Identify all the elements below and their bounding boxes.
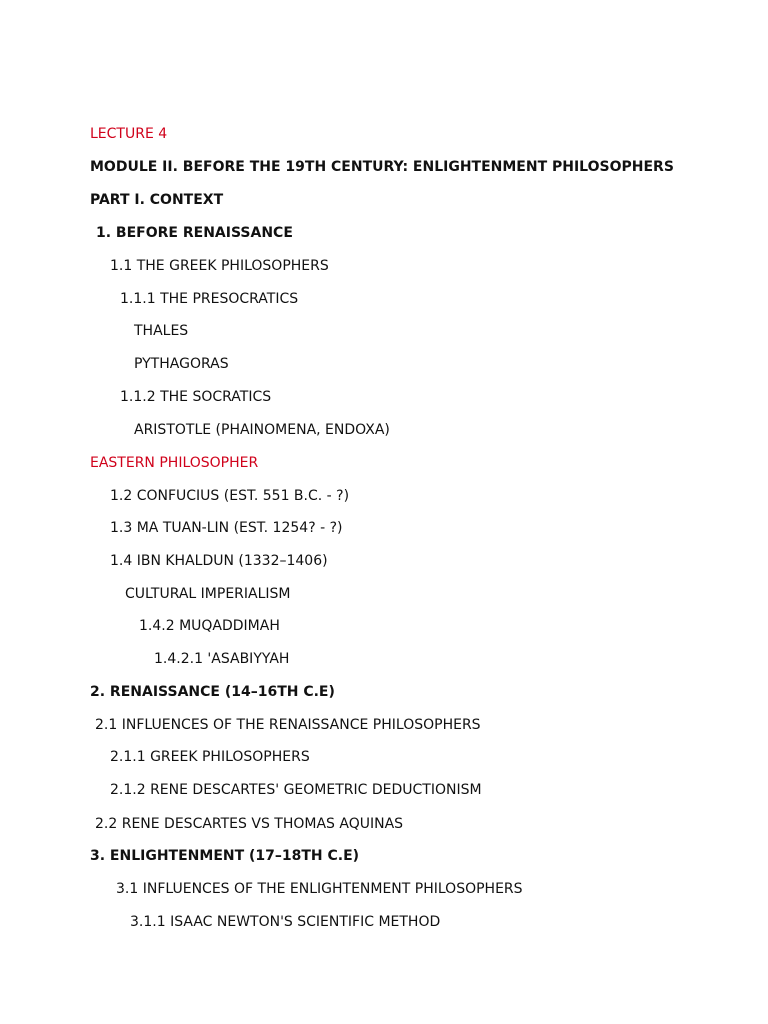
outline-item: 1.4.2.1 'ASABIYYAH bbox=[154, 651, 290, 667]
outline-item: ARISTOTLE (PHAINOMENA, ENDOXA) bbox=[134, 422, 390, 438]
module-heading: MODULE II. BEFORE THE 19TH CENTURY: ENLIGHTENMENT PHILOSOPHERS bbox=[90, 159, 674, 175]
outline-item: 1.3 MA TUAN-LIN (EST. 1254? - ?) bbox=[110, 520, 343, 536]
outline-item: THALES bbox=[134, 323, 189, 339]
lecture-title: LECTURE 4 bbox=[90, 126, 168, 142]
outline-item: 1.1.1 THE PRESOCRATICS bbox=[120, 291, 299, 307]
outline-item: 3.1 INFLUENCES OF THE ENLIGHTENMENT PHILOSOPHERS bbox=[116, 881, 523, 897]
outline-item: 2.2 RENE DESCARTES VS THOMAS AQUINAS bbox=[95, 816, 404, 832]
eastern-philosopher-label: EASTERN PHILOSOPHER bbox=[90, 455, 259, 471]
outline-item: 3.1.1 ISAAC NEWTON'S SCIENTIFIC METHOD bbox=[130, 914, 441, 930]
outline-item: 2.1.2 RENE DESCARTES' GEOMETRIC DEDUCTIONISM bbox=[110, 782, 482, 798]
outline-item: 1.1.2 THE SOCRATICS bbox=[120, 389, 272, 405]
outline-item: 2.1.1 GREEK PHILOSOPHERS bbox=[110, 749, 310, 765]
outline-item: 1.2 CONFUCIUS (EST. 551 B.C. - ?) bbox=[110, 488, 350, 504]
part-heading: PART I. CONTEXT bbox=[90, 192, 224, 208]
outline-item: 1.4.2 MUQADDIMAH bbox=[139, 618, 280, 634]
outline-item: PYTHAGORAS bbox=[134, 356, 229, 372]
section-heading: 2. RENAISSANCE (14–16TH C.E) bbox=[90, 684, 335, 700]
outline-item: 1.4 IBN KHALDUN (1332–1406) bbox=[110, 553, 328, 569]
outline-item: CULTURAL IMPERIALISM bbox=[125, 586, 291, 602]
section-heading: 1. BEFORE RENAISSANCE bbox=[96, 225, 293, 241]
outline-item: 1.1 THE GREEK PHILOSOPHERS bbox=[110, 258, 329, 274]
outline-item: 2.1 INFLUENCES OF THE RENAISSANCE PHILOSOPHERS bbox=[95, 717, 481, 733]
section-heading: 3. ENLIGHTENMENT (17–18TH C.E) bbox=[90, 848, 360, 864]
